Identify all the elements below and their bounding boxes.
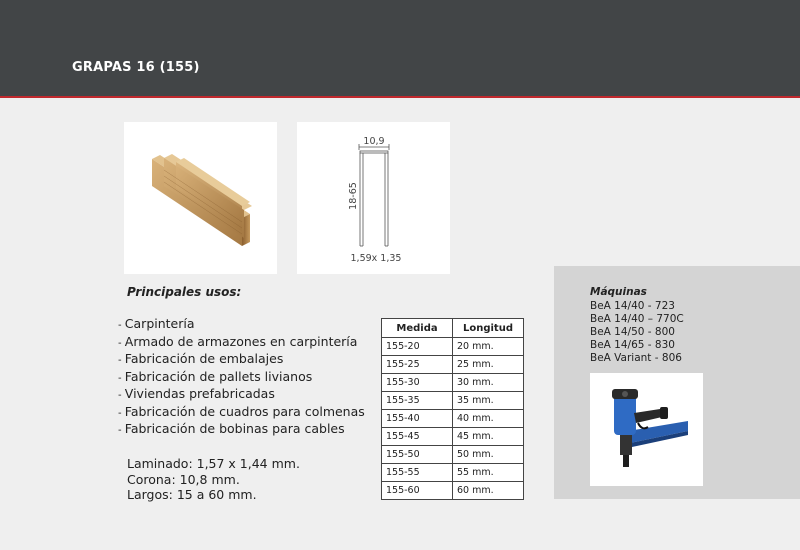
- header-medida: Medida: [382, 319, 453, 338]
- stapler-image: [590, 373, 703, 486]
- cell-medida: 155-30: [382, 374, 453, 392]
- table-row: [382, 356, 524, 374]
- cell-medida: 155-25: [382, 356, 453, 374]
- cell-medida: 155-40: [382, 410, 453, 428]
- uso-item: - Armado de armazones en carpintería: [118, 334, 365, 352]
- spec-laminado: Laminado: 1,57 x 1,44 mm.: [127, 456, 300, 471]
- cell-longitud: 60 mm.: [453, 482, 524, 500]
- table-header-row: [382, 319, 524, 338]
- table-row: [382, 392, 524, 410]
- table-row: [382, 446, 524, 464]
- table-row: [382, 482, 524, 500]
- table-row: [382, 410, 524, 428]
- cell-longitud: 50 mm.: [453, 446, 524, 464]
- cell-longitud: 30 mm.: [453, 374, 524, 392]
- uso-item: - Viviendas prefabricadas: [118, 386, 365, 404]
- table-row: [382, 428, 524, 446]
- cell-medida: 155-45: [382, 428, 453, 446]
- staple-drawing: [297, 122, 450, 274]
- machine-photo: [590, 373, 703, 486]
- width-label: 10,9: [363, 136, 385, 147]
- wire-label: 1,59x 1,35: [350, 253, 402, 264]
- header-longitud: Longitud: [453, 319, 524, 338]
- maquina-item: BeA 14/40 - 723: [590, 300, 675, 312]
- cell-longitud: 40 mm.: [453, 410, 524, 428]
- table-row: [382, 464, 524, 482]
- sizes-table: [381, 318, 524, 500]
- maquinas-panel: [554, 266, 800, 499]
- height-label: 18-65: [348, 182, 359, 210]
- uso-item: - Fabricación de pallets livianos: [118, 369, 365, 387]
- cell-medida: 155-50: [382, 446, 453, 464]
- maquina-item: BeA Variant - 806: [590, 352, 682, 364]
- cell-medida: 155-55: [382, 464, 453, 482]
- maquina-item: BeA 14/40 – 770C: [590, 313, 684, 325]
- staple-diagram: [297, 122, 450, 274]
- table-row: [382, 374, 524, 392]
- table-row: [382, 338, 524, 356]
- cell-medida: 155-20: [382, 338, 453, 356]
- maquina-item: BeA 14/65 - 830: [590, 339, 675, 351]
- usos-title: Principales usos:: [127, 285, 242, 299]
- maquinas-list: [590, 300, 684, 365]
- cell-longitud: 20 mm.: [453, 338, 524, 356]
- cell-longitud: 55 mm.: [453, 464, 524, 482]
- maquina-item: BeA 14/50 - 800: [590, 326, 675, 338]
- usos-list: [118, 316, 365, 439]
- uso-item: - Fabricación de embalajes: [118, 351, 365, 369]
- cell-medida: 155-35: [382, 392, 453, 410]
- page-title: GRAPAS 16 (155): [72, 60, 200, 75]
- cell-longitud: 45 mm.: [453, 428, 524, 446]
- spec-largos: Largos: 15 a 60 mm.: [127, 487, 257, 502]
- uso-item: - Fabricación de bobinas para cables: [118, 421, 365, 439]
- maquinas-title: Máquinas: [590, 286, 647, 298]
- uso-item: - Carpintería: [118, 316, 365, 334]
- staples-photo: [124, 122, 277, 274]
- uso-item: - Fabricación de cuadros para colmenas: [118, 404, 365, 422]
- cell-medida: 155-60: [382, 482, 453, 500]
- cell-longitud: 25 mm.: [453, 356, 524, 374]
- specs-block: [127, 456, 300, 503]
- staples-image: [124, 122, 277, 274]
- cell-longitud: 35 mm.: [453, 392, 524, 410]
- page-header: [0, 0, 800, 98]
- spec-corona: Corona: 10,8 mm.: [127, 471, 240, 487]
